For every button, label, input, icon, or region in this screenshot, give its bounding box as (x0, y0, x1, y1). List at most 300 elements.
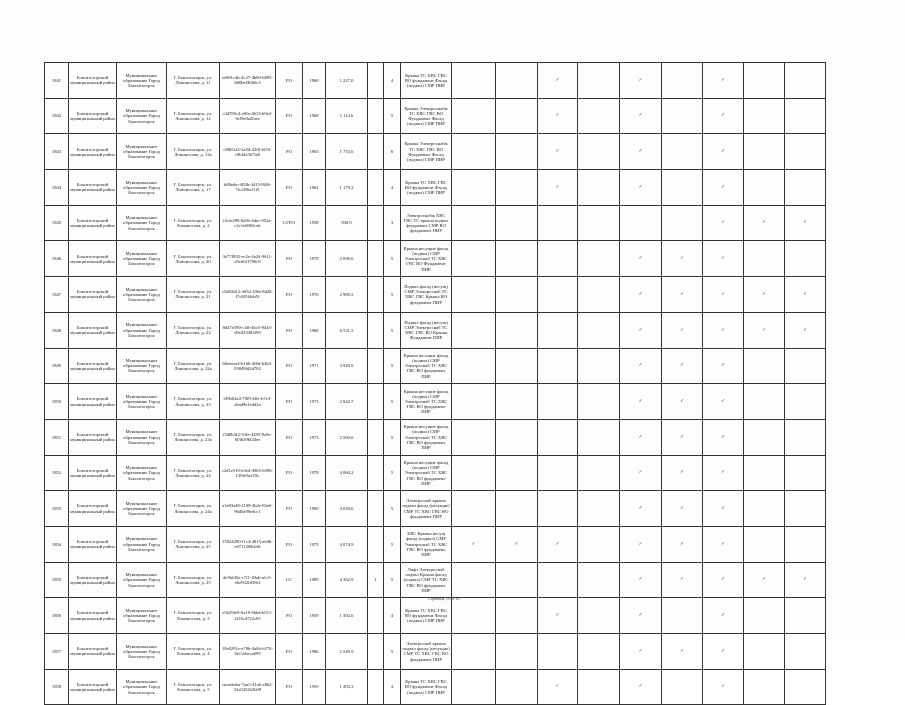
check-icon: ✓ (803, 327, 807, 333)
district-cell: Бокситогорский муниципальный район (69, 205, 117, 241)
check-cell (662, 598, 703, 634)
works-cell: Крыша несущие фасад (подвал) СМР Электроснаб ТС ХВС ГВС ВО фундамент ПИР (401, 455, 452, 491)
entrances-cell: 5 (384, 277, 401, 313)
check-cell (744, 348, 785, 384)
address-cell: Г. Бокситогорск, ул. Ломоносова, д. 21 (167, 277, 220, 313)
guid-cell: c5d02d12-3d52-43fb-8d28-f7c8f5f4eb5f (220, 277, 276, 313)
works-cell: Подвал фасад (несущ) СМР Электроснаб ТС ХВС ГВС ВО Крыша Фундамент ПИР (401, 312, 452, 348)
area-cell: 930,0 (326, 205, 368, 241)
check-cell (620, 491, 662, 527)
table-row (45, 134, 826, 170)
district-cell: Бокситогорский муниципальный район (69, 669, 117, 705)
check-icon: ✓ (721, 398, 725, 404)
check-cell (703, 598, 744, 634)
check-icon: ✓ (762, 577, 766, 583)
guid-cell: 3e77f935-ec2e-4a24-9611-e9c6f41706c9 (220, 241, 276, 277)
check-cell (662, 277, 703, 313)
check-cell (662, 526, 703, 562)
check-cell (538, 634, 578, 670)
settlement-cell: Муниципальное образование Город Бокситогорск (117, 455, 167, 491)
area-cell: 1 753,6 (326, 134, 368, 170)
type-cell: РО (276, 491, 303, 527)
row-number: 1845 (45, 205, 69, 241)
check-icon: ✓ (638, 577, 643, 583)
check-icon: ✓ (721, 291, 725, 297)
check-icon: ✓ (680, 541, 684, 547)
check-cell (452, 419, 496, 455)
floors-cell (368, 598, 384, 634)
check-cell (496, 241, 538, 277)
settlement-cell: Муниципальное образование Город Бокситогорск (117, 634, 167, 670)
works-cell: Электроснаб крыша подвал фасад (несущие) СМР ТС ХВС ГВС ВО фундамент ПИР (401, 491, 452, 527)
check-cell (452, 491, 496, 527)
check-cell (785, 134, 826, 170)
check-cell (703, 455, 744, 491)
area-cell: 6 531,5 (326, 312, 368, 348)
table-row (45, 384, 826, 420)
check-cell (578, 455, 620, 491)
address-cell: Г. Бокситогорск, ул. Ломоносова, д. 5 (167, 669, 220, 705)
check-cell (744, 312, 785, 348)
check-cell (744, 598, 785, 634)
check-icon: ✓ (555, 184, 560, 190)
district-cell: Бокситогорский муниципальный район (69, 491, 117, 527)
check-cell (662, 634, 703, 670)
floors-cell (368, 669, 384, 705)
area-cell: 4 030,6 (326, 491, 368, 527)
address-cell: Г. Бокситогорск, ул. Ломоносова, д. 13а (167, 134, 220, 170)
year-cell: 1968 (303, 98, 326, 134)
check-icon: ✓ (680, 398, 684, 404)
check-cell (703, 562, 744, 598)
check-icon: ✓ (762, 220, 766, 226)
check-icon: ✓ (555, 541, 560, 547)
works-cell: Крыша несущие фасад (подвал) СМР Электроснаб ТС ХВС ГВС ВО Фундамент ПИР (401, 241, 452, 277)
settlement-cell: Муниципальное образование Город Бокситогорск (117, 134, 167, 170)
district-cell: Бокситогорский муниципальный район (69, 348, 117, 384)
address-cell: Г. Бокситогорск, ул. Ломоносова, д. 17 (167, 170, 220, 206)
year-cell: 1960 (303, 63, 326, 99)
check-cell (620, 384, 662, 420)
type-cell: СГРО (276, 205, 303, 241)
check-cell (578, 669, 620, 705)
settlement-cell: Муниципальное образование Город Бокситогорск (117, 63, 167, 99)
district-cell: Бокситогорский муниципальный район (69, 634, 117, 670)
check-cell (620, 63, 662, 99)
year-cell: 1971 (303, 348, 326, 384)
year-cell: 1986 (303, 634, 326, 670)
settlement-cell: Муниципальное образование Город Бокситогорск (117, 348, 167, 384)
check-cell (538, 491, 578, 527)
check-icon: ✓ (803, 577, 807, 583)
address-cell: Г. Бокситогорск, ул. Ломоносова, д. 3 (167, 598, 220, 634)
check-cell (744, 384, 785, 420)
row-number: 1851 (45, 419, 69, 455)
check-icon: ✓ (638, 613, 643, 619)
check-icon: ✓ (721, 77, 725, 83)
check-icon: ✓ (680, 470, 684, 476)
check-cell (785, 63, 826, 99)
guid-cell: f39b02a4-78f9-4ffe-b7e3-a6ad9e1e4d2a (220, 384, 276, 420)
table-row (45, 562, 826, 598)
row-number: 1841 (45, 63, 69, 99)
check-cell (452, 312, 496, 348)
table-row (45, 205, 826, 241)
check-cell (744, 277, 785, 313)
check-cell (578, 134, 620, 170)
district-cell: Бокситогорский муниципальный район (69, 277, 117, 313)
check-icon: ✓ (680, 363, 684, 369)
check-icon: ✓ (638, 363, 643, 369)
check-cell (785, 241, 826, 277)
check-cell (785, 598, 826, 634)
check-icon: ✓ (721, 184, 725, 190)
check-cell (496, 134, 538, 170)
check-cell (662, 419, 703, 455)
entrances-cell: 5 (384, 312, 401, 348)
check-icon: ✓ (638, 434, 643, 440)
check-cell (620, 562, 662, 598)
row-number: 1846 (45, 241, 69, 277)
floors-cell (368, 634, 384, 670)
check-icon: ✓ (555, 684, 560, 690)
area-cell: 1 203,3 (326, 669, 368, 705)
check-cell (620, 419, 662, 455)
check-icon: ✓ (638, 256, 643, 262)
check-cell (620, 348, 662, 384)
check-cell (578, 205, 620, 241)
address-cell: Г. Бокситогорск, ул. Ломоносова, д. 22а (167, 348, 220, 384)
check-cell (744, 491, 785, 527)
check-cell (744, 241, 785, 277)
check-icon: ✓ (680, 577, 684, 583)
district-cell: Бокситогорский муниципальный район (69, 384, 117, 420)
check-cell (785, 277, 826, 313)
check-icon: ✓ (638, 291, 643, 297)
settlement-cell: Муниципальное образование Город Бокситогорск (117, 98, 167, 134)
check-icon: ✓ (721, 684, 725, 690)
year-cell: 1975 (303, 526, 326, 562)
row-number: 1852 (45, 455, 69, 491)
check-cell (785, 455, 826, 491)
entrances-cell: 4 (384, 669, 401, 705)
area-cell: 2 560,6 (326, 419, 368, 455)
works-cell: Крыша ТС ХВС ГВС ВО фундамент Фасад (подвал) СМР ПИР (401, 170, 452, 206)
check-cell (496, 170, 538, 206)
check-cell (744, 669, 785, 705)
guid-cell: ee961c4b-4c27-4b60-b895-8d0bef40b6c3 (220, 63, 276, 99)
area-cell: 1 227,0 (326, 63, 368, 99)
check-cell (785, 669, 826, 705)
settlement-cell: Муниципальное образование Город Бокситогорск (117, 526, 167, 562)
check-icon: ✓ (721, 648, 725, 654)
check-cell (452, 63, 496, 99)
area-cell: 4 362,9 (326, 562, 368, 598)
area-cell: 4 074,9 (326, 526, 368, 562)
check-icon: ✓ (803, 220, 807, 226)
guid-cell: c2d1e519-b3e4-4965-b596-130fe9a219c (220, 455, 276, 491)
check-icon: ✓ (638, 327, 643, 333)
check-cell (785, 491, 826, 527)
check-cell (662, 491, 703, 527)
check-cell (662, 134, 703, 170)
floors-cell (368, 63, 384, 99)
check-icon: ✓ (555, 613, 560, 619)
type-cell: РО (276, 241, 303, 277)
works-cell: Крыша ТС ХВС ГВС ВО фундамент Фасад (подвал) СМР ПИР (401, 598, 452, 634)
check-cell (620, 98, 662, 134)
check-cell (538, 384, 578, 420)
works-cell: Крыша ТС ХВС ГВС ВО фундамент Фасад (подвал) СМР ПИР (401, 63, 452, 99)
row-number: 1857 (45, 634, 69, 670)
area-cell: 1 179,2 (326, 170, 368, 206)
check-cell (496, 205, 538, 241)
check-icon: ✓ (638, 505, 643, 511)
guid-cell: e5b29fe9-6a18-4bbd-b511-2f16c4722c05 (220, 598, 276, 634)
check-cell (744, 634, 785, 670)
settlement-cell: Муниципальное образование Город Бокситогорск (117, 384, 167, 420)
floors-cell (368, 491, 384, 527)
check-icon: ✓ (721, 613, 725, 619)
district-cell: Бокситогорский муниципальный район (69, 312, 117, 348)
check-icon: ✓ (471, 541, 476, 547)
row-number: 1849 (45, 348, 69, 384)
floors-cell (368, 455, 384, 491)
check-icon: ✓ (555, 149, 560, 155)
check-cell (496, 277, 538, 313)
check-cell (496, 419, 538, 455)
works-cell: Крыша несущие фасад (подвал) СМР Электроснаб ТС ХВС ГВС ВО фундамент ПИР (401, 419, 452, 455)
year-cell: 1989 (303, 562, 326, 598)
guid-cell: a1e83a48-2109-4b2e-82e6-96d0a99edcc1 (220, 491, 276, 527)
area-cell: 2 842,7 (326, 384, 368, 420)
check-icon: ✓ (680, 434, 684, 440)
works-cell: Крыша несущие фасад (подвал) СМР Электроснаб ТС ХВС ГВС ВО фундамент ПИР (401, 384, 452, 420)
table-row (45, 348, 826, 384)
check-cell (620, 241, 662, 277)
works-cell: Крыша ТС ХВС ГВС ВО фундамент Фасад (подвал) СМР ПИР (401, 669, 452, 705)
district-cell: Бокситогорский муниципальный район (69, 170, 117, 206)
year-cell: 1959 (303, 669, 326, 705)
check-cell (538, 170, 578, 206)
entrances-cell: 5 (384, 384, 401, 420)
check-cell (620, 134, 662, 170)
check-cell (496, 312, 538, 348)
guid-cell: de5bfd5e-c7f1-49ab-a1c5-e6e932fd39ef (220, 562, 276, 598)
check-cell (703, 634, 744, 670)
check-cell (703, 134, 744, 170)
address-cell: Г. Бокситогорск, ул. Ломоносова, д. 11 (167, 63, 220, 99)
district-cell: Бокситогорский муниципальный район (69, 241, 117, 277)
type-cell: РО (276, 98, 303, 134)
floors-cell (368, 134, 384, 170)
check-cell (496, 348, 538, 384)
entrances-cell: 6 (384, 134, 401, 170)
floors-cell (368, 312, 384, 348)
check-cell (538, 562, 578, 598)
check-cell (538, 241, 578, 277)
check-icon: ✓ (638, 149, 643, 155)
type-cell: РО (276, 598, 303, 634)
check-cell (538, 348, 578, 384)
floors-cell (368, 205, 384, 241)
registry-table (44, 62, 826, 705)
floors-cell: 1 (368, 562, 384, 598)
check-cell (703, 384, 744, 420)
table-row (45, 241, 826, 277)
type-cell: РО (276, 134, 303, 170)
row-number: 1858 (45, 669, 69, 705)
check-cell (578, 384, 620, 420)
works-cell: Электроснаб крыша подвал фасад (несущие) СМР ТС ХВС ГВС ВО фундамент ПИР (401, 634, 452, 670)
check-icon: ✓ (555, 77, 560, 83)
check-icon: ✓ (638, 648, 643, 654)
check-cell (703, 669, 744, 705)
check-cell (578, 312, 620, 348)
address-cell: Г. Бокситогорск, ул. Ломоносова, д. 4 (167, 634, 220, 670)
check-cell (703, 205, 744, 241)
check-cell (662, 63, 703, 99)
check-icon: ✓ (762, 291, 766, 297)
check-cell (578, 598, 620, 634)
year-cell: 1959 (303, 598, 326, 634)
guid-cell: b0eeeea4-b1b6-4f6d-b4b3-93849fd2d762 (220, 348, 276, 384)
address-cell: Г. Бокситогорск, ул. Ломоносова, д. 23а (167, 419, 220, 455)
check-cell (620, 526, 662, 562)
check-icon: ✓ (762, 327, 766, 333)
floors-cell (368, 348, 384, 384)
check-icon: ✓ (680, 648, 684, 654)
check-cell (538, 63, 578, 99)
settlement-cell: Муниципальное образование Город Бокситогорск (117, 205, 167, 241)
table-row (45, 277, 826, 313)
check-icon: ✓ (638, 470, 643, 476)
check-cell (703, 491, 744, 527)
type-cell: СС (276, 562, 303, 598)
check-icon: ✓ (721, 577, 725, 583)
check-cell (452, 384, 496, 420)
check-cell (662, 98, 703, 134)
check-icon: ✓ (803, 291, 807, 297)
entrances-cell: 5 (384, 241, 401, 277)
check-cell (578, 63, 620, 99)
table-row (45, 598, 826, 634)
type-cell: РО (276, 63, 303, 99)
check-icon: ✓ (721, 149, 725, 155)
check-cell (452, 562, 496, 598)
table-row (45, 491, 826, 527)
row-number: 1853 (45, 491, 69, 527)
check-icon: ✓ (680, 505, 684, 511)
row-number: 1854 (45, 526, 69, 562)
check-cell (538, 205, 578, 241)
guid-cell: 18e8291e-e70b-4a6b-b576-8e11ebeca699 (220, 634, 276, 670)
area-cell: 2 096,6 (326, 241, 368, 277)
check-cell (578, 98, 620, 134)
check-cell (578, 170, 620, 206)
year-cell: 1978 (303, 241, 326, 277)
check-cell (496, 384, 538, 420)
check-cell (538, 277, 578, 313)
check-icon: ✓ (638, 398, 643, 404)
check-cell (620, 598, 662, 634)
settlement-cell: Муниципальное образование Город Бокситогорск (117, 669, 167, 705)
check-cell (662, 669, 703, 705)
page-footer: Страница 78 из 107 (428, 596, 462, 601)
check-cell (744, 98, 785, 134)
check-cell (578, 348, 620, 384)
guid-cell: 15024290-f1c4-4815-ab4b-e0711308cb0f (220, 526, 276, 562)
check-cell (578, 634, 620, 670)
check-cell (785, 634, 826, 670)
guid-cell: bf8babc-403b-4415-8f46-7fc2f9bcf1f5 (220, 170, 276, 206)
table-row (45, 63, 826, 99)
check-cell (496, 526, 538, 562)
address-cell: Г. Бокситогорск, ул. Ломоносова, д. 25 (167, 562, 220, 598)
check-cell (785, 348, 826, 384)
check-cell (452, 669, 496, 705)
area-cell: 3 929,9 (326, 348, 368, 384)
check-cell (496, 598, 538, 634)
entrances-cell: 5 (384, 634, 401, 670)
entrances-cell: 5 (384, 348, 401, 384)
check-cell (785, 562, 826, 598)
year-cell: 1990 (303, 491, 326, 527)
check-cell (744, 455, 785, 491)
year-cell: 1958 (303, 205, 326, 241)
check-icon: ✓ (721, 113, 725, 119)
district-cell: Бокситогорский муниципальный район (69, 419, 117, 455)
address-cell: Г. Бокситогорск, ул. Ломоносова, д. 12 (167, 98, 220, 134)
row-number: 1842 (45, 98, 69, 134)
type-cell: РО (276, 634, 303, 670)
check-cell (538, 598, 578, 634)
settlement-cell: Муниципальное образование Город Бокситогорск (117, 491, 167, 527)
entrances-cell: 4 (384, 170, 401, 206)
district-cell: Бокситогорский муниципальный район (69, 562, 117, 598)
check-icon: ✓ (638, 113, 643, 119)
table-row (45, 98, 826, 134)
check-icon: ✓ (680, 256, 684, 262)
check-cell (496, 669, 538, 705)
check-cell (703, 63, 744, 99)
year-cell: 1973 (303, 384, 326, 420)
check-icon: ✓ (721, 327, 725, 333)
works-cell: Подвал фасад (несущ) СМР Электроснаб ТС ХВС ГВС Крыша ВО фундамент ПИР (401, 277, 452, 313)
check-icon: ✓ (555, 113, 560, 119)
district-cell: Бокситогорский муниципальный район (69, 98, 117, 134)
check-cell (785, 312, 826, 348)
year-cell: 1978 (303, 455, 326, 491)
settlement-cell: Муниципальное образование Город Бокситогорск (117, 277, 167, 313)
guid-cell: f4cfe286-0a5b-4dec-952a-c2c1e6865cde (220, 205, 276, 241)
district-cell: Бокситогорский муниципальный район (69, 455, 117, 491)
row-number: 1850 (45, 384, 69, 420)
address-cell: Г. Бокситогорск, ул. Ломоносова, д. 24 (167, 455, 220, 491)
works-cell: ХВС Крыша несущ фасад (подвал) СМР Электроснаб ТС ХВС ГВС ВО фундамент ПИР (401, 526, 452, 562)
check-icon: ✓ (721, 434, 725, 440)
check-cell (662, 312, 703, 348)
table-row (45, 170, 826, 206)
check-cell (578, 562, 620, 598)
check-cell (496, 98, 538, 134)
check-icon: ✓ (638, 541, 643, 547)
check-cell (662, 241, 703, 277)
check-cell (620, 634, 662, 670)
address-cell: Г. Бокситогорск, ул. Ломоносова, д. 20 (167, 241, 220, 277)
table-row (45, 634, 826, 670)
year-cell: 1968 (303, 312, 326, 348)
